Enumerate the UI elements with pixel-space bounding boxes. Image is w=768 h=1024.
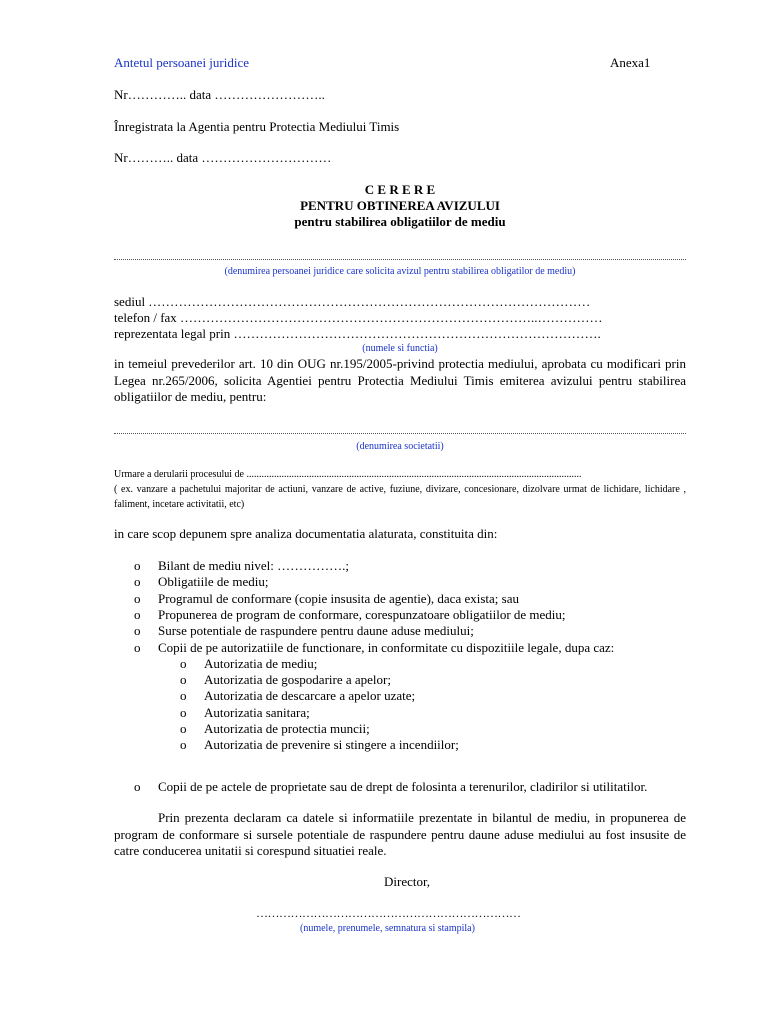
list-item-text: Copii de pe autorizatiile de functionare, in conformitate cu dispozitiile legale, dupa caz: xyxy=(158,639,615,655)
bullet-mark: o xyxy=(180,688,187,704)
documentation-intro: in care scop depunem spre analiza documentatia alaturata, constituita din: xyxy=(114,526,498,541)
registered-line: Înregistrata la Agentia pentru Protectia Mediului Timis xyxy=(114,119,400,134)
list-item-text: Programul de conformare (copie insusita de agentie), daca exista; sau xyxy=(158,590,519,606)
sublist-item-text: Autorizatia de prevenire si stingere a incendiilor; xyxy=(204,737,459,753)
process-line: Urmare a derularii procesului de ...................................................................................................................................... xyxy=(114,469,582,480)
title-subject: PENTRU OBTINEREA AVIZULUI xyxy=(300,198,500,213)
bullet-mark: o xyxy=(180,655,187,671)
company-name-hint: (denumirea persoanei juridice care solicita avizul pentru stabilirea obligatilor de mediu) xyxy=(224,266,576,277)
sublist-item-text: Autorizatia de protectia muncii; xyxy=(204,721,370,736)
bullet-mark: o xyxy=(180,704,187,720)
bullet-mark: o xyxy=(180,737,187,753)
director-label: Director, xyxy=(384,874,431,889)
sublist-item-text: Autorizatia de descarcare a apelor uzate; xyxy=(204,688,416,704)
nr-data-line-2: Nr……….. data ………………………… xyxy=(114,150,332,165)
nr-data-line-1: Nr………….. data …………………….. xyxy=(114,87,325,102)
sublist-item-text: Autorizatia de mediu; xyxy=(204,655,318,671)
society-name-dotline xyxy=(114,433,686,435)
letterhead-label: Antetul persoanei juridice xyxy=(114,55,250,70)
title-purpose: pentru stabilirea obligatiilor de mediu xyxy=(294,214,506,229)
bullet-mark: o xyxy=(180,721,187,736)
list-item-text: Copii de pe actele de proprietate sau de drept de folosinta a terenurilor, cladirilor si utilitatilor. xyxy=(158,779,648,794)
bullet-mark: o xyxy=(134,639,141,655)
signature-hint: (numele, prenumele, semnatura si stampila) xyxy=(300,923,475,934)
annex-label: Anexa1 xyxy=(610,55,651,70)
legal-basis-paragraph: in temeiul prevederilor art. 10 din OUG nr.195/2005-privind protectia mediului, aprobata cu modificari prin Legea nr.265/2006, solicita Agentiei pentru Protectia Mediului Timis emiterea avizului pentru stabilirea obligatiilor de mediu, pentru: xyxy=(114,356,686,404)
bullet-mark: o xyxy=(134,590,141,606)
list-item-text: Bilant de mediu nivel: …………….; xyxy=(158,558,350,573)
title-cerere: C E R E R E xyxy=(364,182,436,197)
bullet-mark: o xyxy=(134,623,141,639)
sediul-line: sediul ………………………………………………………………………………………… xyxy=(114,294,591,309)
bullet-mark: o xyxy=(134,574,141,590)
list-item-text: Obligatiile de mediu; xyxy=(158,574,269,590)
declaration-paragraph: Prin prezenta declaram ca datele si informatiile prezentate in bilantul de mediu, in propunerea de program de conformare si sursele potentiale de raspundere pentru daune aduse mediului au fost insusite de catre conducerea unitatii si corespund situatiei reale. xyxy=(114,810,686,858)
sublist-item-text: Autorizatia de gospodarire a apelor; xyxy=(204,672,391,688)
telefon-fax-line: telefon / fax ………………………………………………………………………..…………… xyxy=(114,310,603,325)
bullet-mark: o xyxy=(134,779,141,794)
list-item-text: Propunerea de program de conformare, corespunzatoare obligatiilor de mediu; xyxy=(158,606,566,622)
representative-line: reprezentata legal prin …………………………………………………………………………. xyxy=(114,326,601,341)
company-name-dotline xyxy=(114,259,686,261)
list-item-text: Surse potentiale de raspundere pentru daune aduse mediului; xyxy=(158,623,474,639)
signature-dotline: …………………………………………………………… xyxy=(256,906,521,920)
sublist-item-text: Autorizatia sanitara; xyxy=(204,704,310,720)
society-name-hint: (denumirea societatii) xyxy=(356,441,444,452)
bullet-mark: o xyxy=(134,558,141,573)
process-examples: ( ex. vanzare a pachetului majoritar de actiuni, vanzare de active, fuziune, divizare, concesionare, dizolvare urmat de lichidare, lichidare , faliment, incetare activitatii, etc) xyxy=(114,484,686,510)
bullet-mark: o xyxy=(134,606,141,622)
bullet-mark: o xyxy=(180,672,187,688)
representative-hint: (numele si functia) xyxy=(362,343,438,354)
